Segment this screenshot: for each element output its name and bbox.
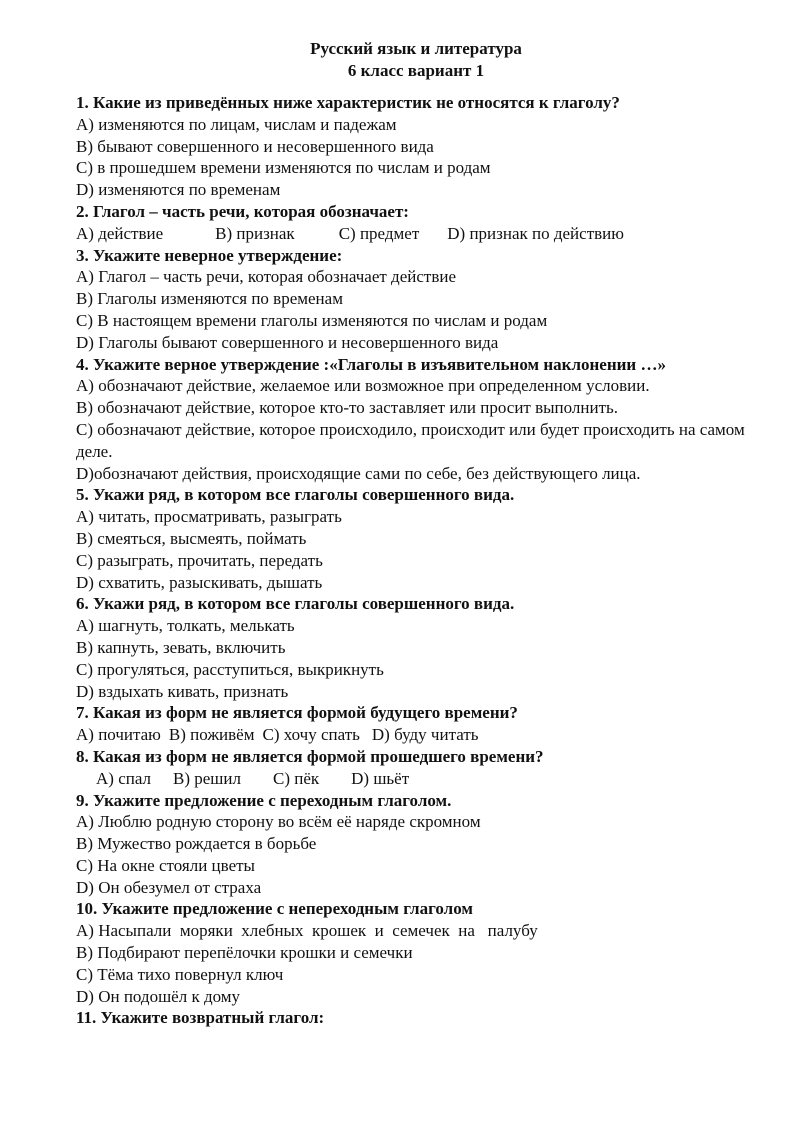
option-c: C) В настоящем времени глаголы изменяются по числам и родам: [76, 310, 548, 330]
option-d: D) признак по действию: [447, 223, 624, 243]
option-d: D) вздыхать кивать, признать: [76, 681, 289, 701]
document-title: [76, 38, 756, 82]
option-c: C) Тёма тихо повернул ключ: [76, 964, 284, 984]
option-a: A) читать, просматривать, разыграть: [76, 507, 342, 527]
question-9: [76, 790, 756, 899]
option-c: C) в прошедшем времени изменяются по числам и родам: [76, 158, 491, 178]
question-2: [76, 201, 756, 245]
option-d: D) изменяются по временам: [76, 180, 281, 200]
option-a: A) Люблю родную сторону во всём её наряде скромном: [76, 812, 481, 832]
inline-options: [76, 768, 756, 790]
question-8: [76, 746, 756, 790]
option-c: C) хочу спать: [262, 725, 360, 745]
option-a: A) спал: [96, 768, 152, 788]
inline-options: [76, 724, 756, 746]
question-4: [76, 354, 756, 485]
option-a: A) почитаю: [76, 725, 161, 745]
option-c: C) На окне стояли цветы: [76, 855, 255, 875]
question-text: 3. Укажите неверное утверждение:: [76, 245, 343, 265]
question-text: 10. Укажите предложение с непереходным глаголом: [76, 899, 473, 919]
question-1: [76, 92, 756, 201]
title-grade-variant: 6 класс вариант 1: [347, 61, 485, 80]
question-text: 9. Укажите предложение с переходным глаголом.: [76, 790, 452, 810]
option-c: C) разыграть, прочитать, передать: [76, 550, 323, 570]
option-d: D)обозначают действия, происходящие сами по себе, без действующего лица.: [76, 463, 641, 483]
option-d: D) схватить, разыскивать, дышать: [76, 572, 323, 592]
question-11: [76, 1007, 756, 1029]
question-6: [76, 593, 756, 702]
question-10: [76, 898, 756, 1007]
question-7: [76, 702, 756, 746]
option-b: B) бывают совершенного и несовершенного вида: [76, 136, 434, 156]
option-a: A) действие: [76, 223, 164, 243]
option-d: D) Он подошёл к дому: [76, 986, 241, 1006]
option-c: C) предмет: [338, 223, 420, 243]
question-text: 2. Глагол – часть речи, которая обозначает:: [76, 201, 409, 221]
option-a: A) Глагол – часть речи, которая обозначает действие: [76, 267, 456, 287]
question-text: 1. Какие из приведённых ниже характеристик не относятся к глаголу?: [76, 93, 620, 112]
option-d: D) шьёт: [351, 768, 410, 788]
option-a: A) Насыпали моряки хлебных крошек и семечек на палубу: [76, 921, 538, 941]
option-a: A) обозначают действие, желаемое или возможное при определенном условии.: [76, 376, 650, 396]
question-text: 6. Укажи ряд, в котором все глаголы совершенного вида.: [76, 594, 515, 614]
option-a: A) изменяются по лицам, числам и падежам: [76, 114, 397, 134]
option-d: D) буду читать: [371, 725, 479, 745]
question-text: 11. Укажите возвратный глагол:: [76, 1008, 325, 1028]
option-b: B) Мужество рождается в борьбе: [76, 834, 317, 854]
question-5: [76, 484, 756, 593]
question-text: 5. Укажи ряд, в котором все глаголы совершенного вида.: [76, 485, 515, 505]
inline-options: [76, 223, 756, 245]
option-d: D) Он обезумел от страха: [76, 877, 262, 897]
question-text: 7. Какая из форм не является формой будущего времени?: [76, 703, 518, 723]
option-d: D) Глаголы бывают совершенного и несовершенного вида: [76, 332, 499, 352]
option-c: C) пёк: [272, 768, 320, 788]
option-b: B) решил: [173, 768, 241, 788]
option-b: B) Глаголы изменяются по временам: [76, 289, 343, 309]
document-page: [76, 38, 756, 1029]
option-b: B) признак: [215, 223, 295, 243]
title-subject: Русский язык и литература: [310, 39, 522, 58]
option-c: C) прогуляться, расступиться, выкрикнуть: [76, 659, 384, 679]
option-b: B) капнуть, зевать, включить: [76, 637, 286, 657]
option-a: A) шагнуть, толкать, мелькать: [76, 616, 295, 636]
option-b: B) обозначают действие, которое кто-то заставляет или просит выполнить.: [76, 398, 619, 418]
question-3: [76, 245, 756, 354]
option-b: B) Подбирают перепёлочки крошки и семечки: [76, 943, 413, 963]
option-b: B) смеяться, высмеять, поймать: [76, 528, 307, 548]
option-c: C) обозначают действие, которое происходило, происходит или будет происходить на самом деле.: [76, 419, 745, 461]
question-text: 4. Укажите верное утверждение :«Глаголы в изъявительном наклонении …»: [76, 354, 666, 374]
option-b: B) поживём: [168, 725, 255, 745]
question-text: 8. Какая из форм не является формой прошедшего времени?: [76, 746, 544, 766]
